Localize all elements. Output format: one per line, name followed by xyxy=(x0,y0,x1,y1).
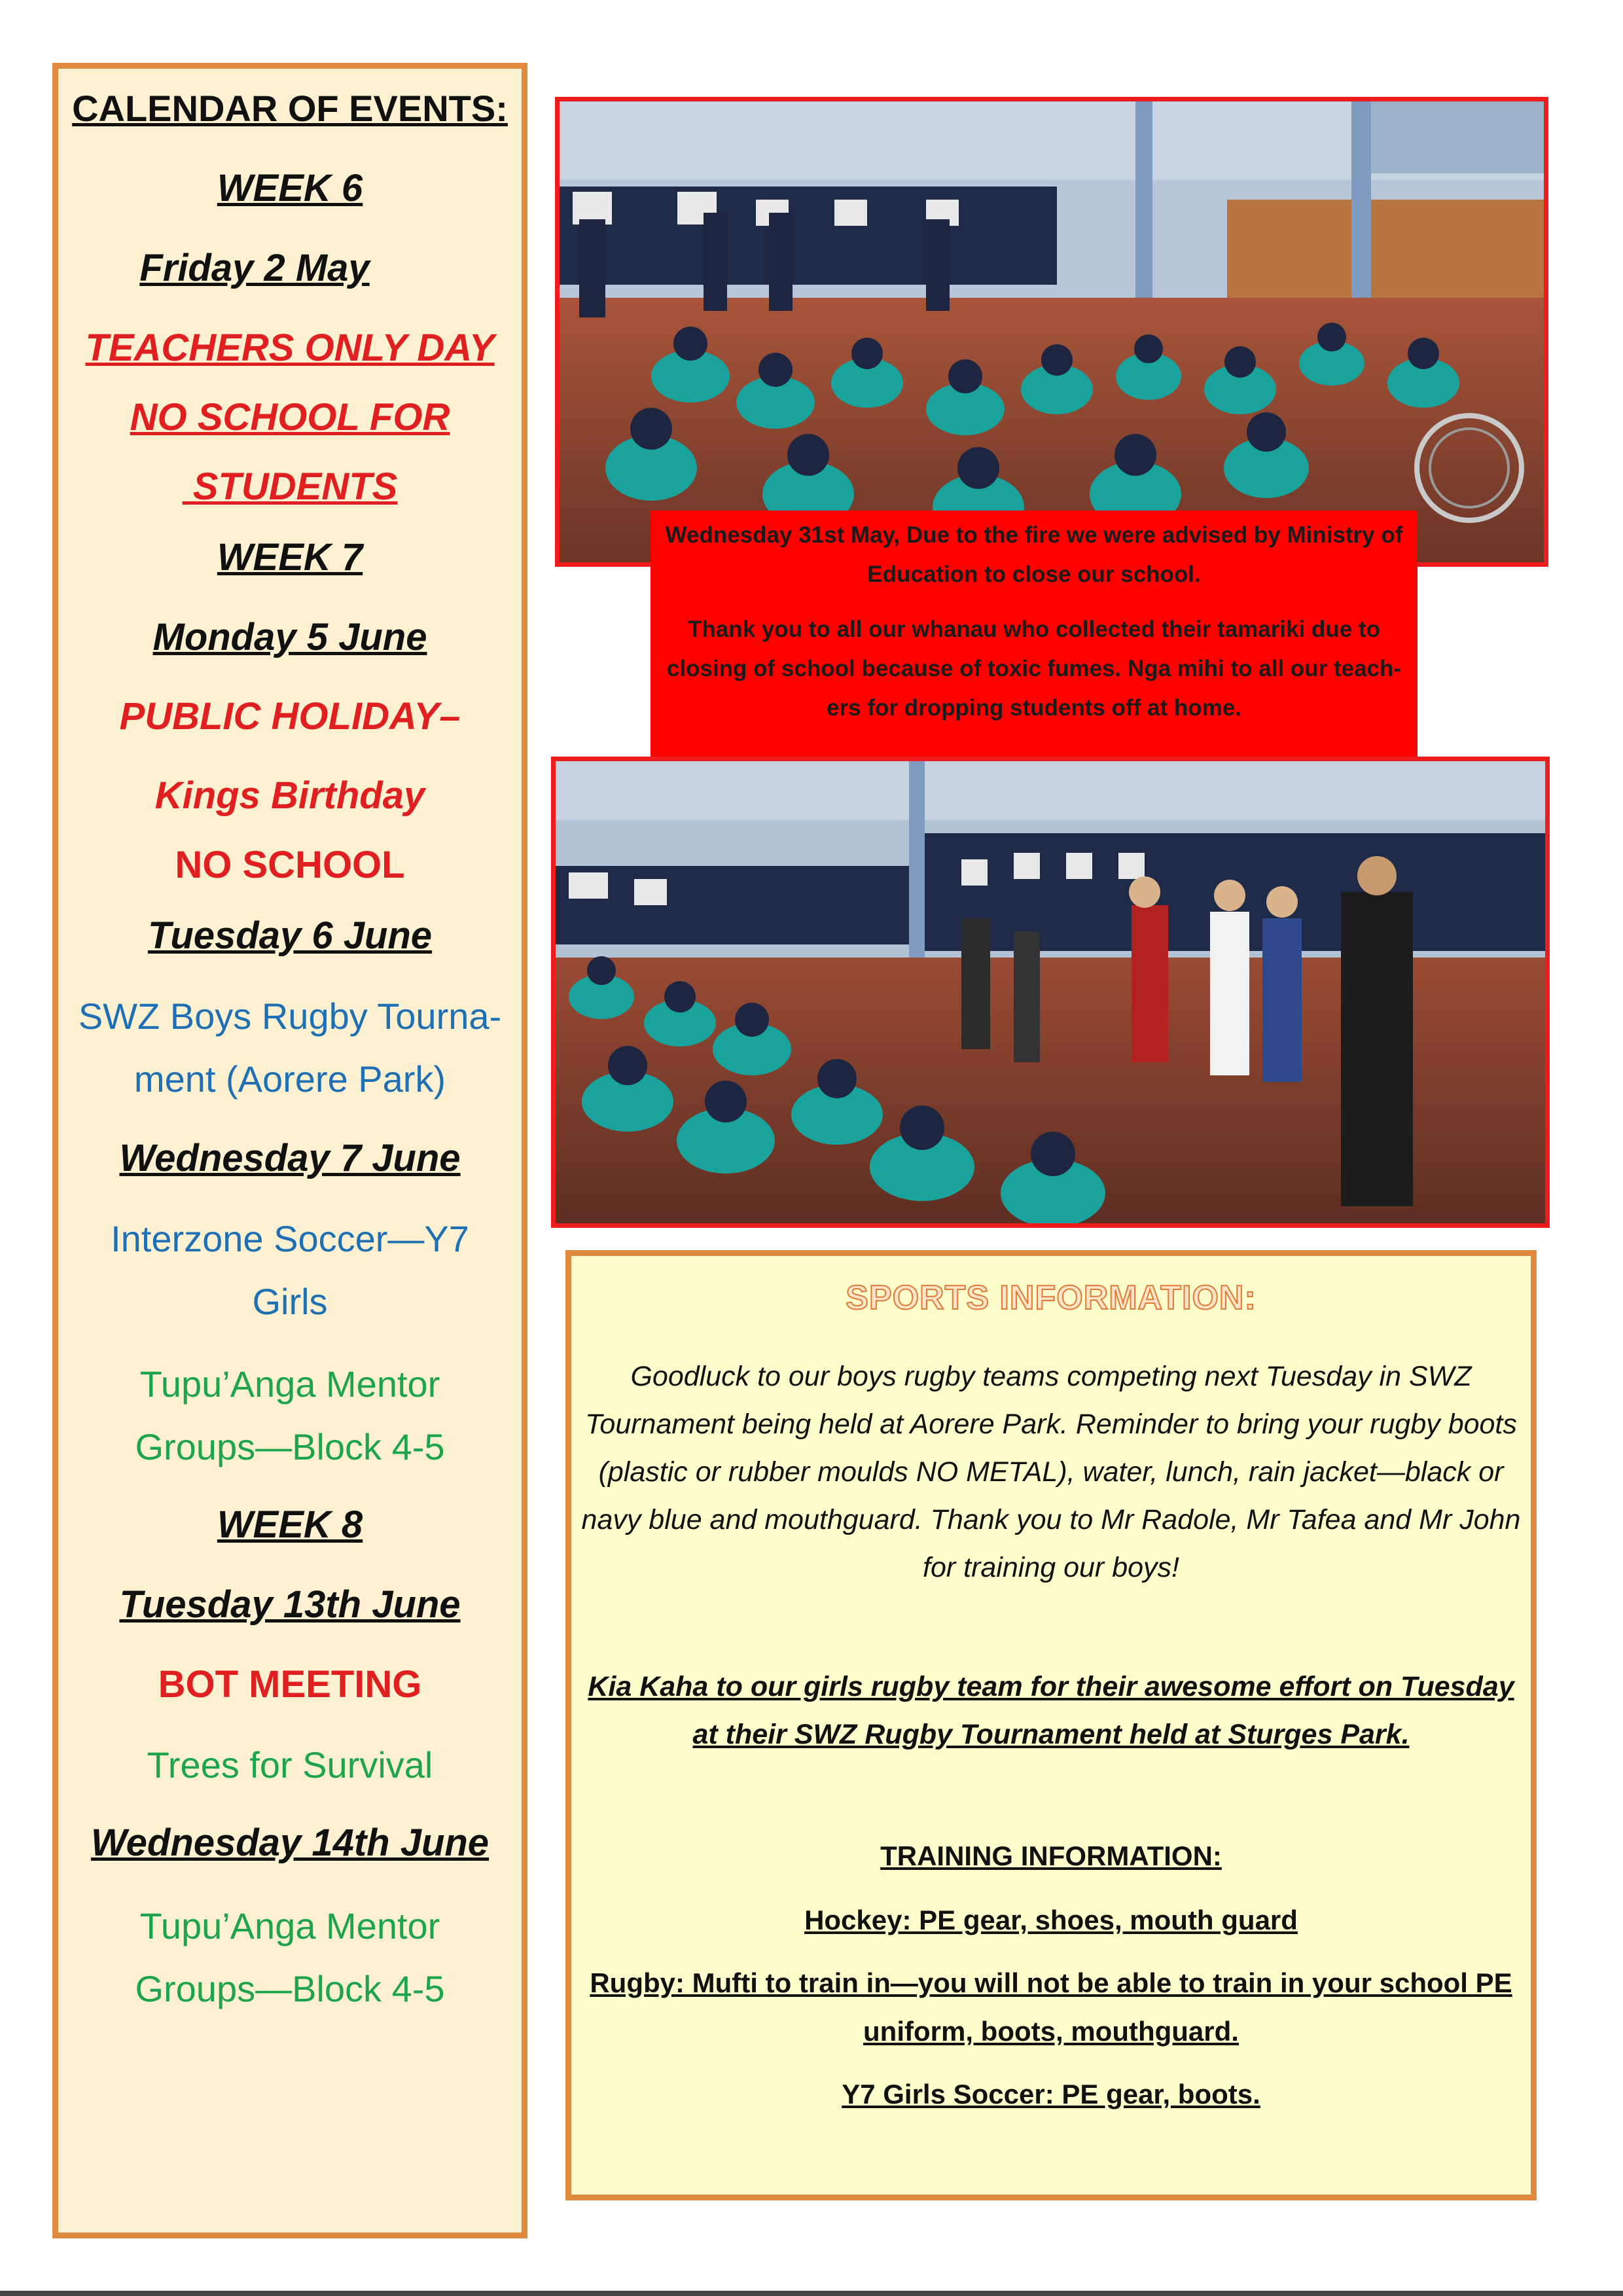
y7-girls-soccer-training-info: Y7 Girls Soccer: PE gear, boots. xyxy=(842,2079,1260,2109)
sports-information-title: SPORTS INFORMATION: xyxy=(846,1279,1257,1317)
swz-boys-rugby-line-1: SWZ Boys Rugby Tourna- xyxy=(78,996,502,1037)
public-holiday: PUBLIC HOLIDAY– xyxy=(119,695,461,738)
no-school-for: NO SCHOOL FOR xyxy=(130,396,450,439)
kings-birthday: Kings Birthday xyxy=(154,774,425,817)
interzone-soccer-line-2: Girls xyxy=(252,1281,328,1322)
date-wednesday-7-june: Wednesday 7 June xyxy=(119,1137,461,1179)
boys-rugby-goodluck-text: Goodluck to our boys rugby teams competing next Tuesday in SWZ Tournament being held at Aorere Park. Reminder to bring your rugby boots (plastic or rubber moulds NO METAL), water, lunch, rain jacket—black or navy blue and mouthguard. Thank you to Mr Radole, Mr Tafea and Mr John for training our boys! xyxy=(581,1361,1521,1583)
assembly-photo-2 xyxy=(551,757,1550,1228)
assembly-hall-illustration-1 xyxy=(560,101,1544,562)
hockey-training-info: Hockey: PE gear, shoes, mouth guard xyxy=(804,1905,1298,1935)
rugby-training-info: Rugby: Mufti to train in—you will not be able to train in your school PE uniform, boots, mouthguard. xyxy=(590,1967,1512,2047)
page-bottom-edge xyxy=(0,2291,1623,2296)
teachers-only-day: TEACHERS ONLY DAY xyxy=(85,327,495,369)
date-friday-2-may: Friday 2 May xyxy=(139,247,370,289)
notice-closure-text: Wednesday 31st May, Due to the fire we were advised by Ministry of Education to close our school. xyxy=(665,522,1403,587)
training-information-heading: TRAINING INFORMATION: xyxy=(880,1840,1222,1871)
sports-information-panel xyxy=(565,1250,1537,2200)
date-tuesday-13th-june: Tuesday 13th June xyxy=(119,1583,461,1626)
tupuanga-mentor-line-3: Tupu’Anga Mentor xyxy=(139,1905,440,1946)
calendar-of-events-panel xyxy=(52,63,527,2238)
bot-meeting: BOT MEETING xyxy=(158,1663,422,1706)
date-monday-5-june: Monday 5 June xyxy=(152,616,427,658)
trees-for-survival: Trees for Survival xyxy=(147,1744,433,1785)
swz-boys-rugby-line-2: ment (Aorere Park) xyxy=(134,1058,446,1100)
assembly-hall-illustration-2 xyxy=(556,761,1545,1223)
week-8-heading: WEEK 8 xyxy=(217,1503,363,1546)
no-school: NO SCHOOL xyxy=(175,844,405,886)
calendar-title: CALENDAR OF EVENTS: xyxy=(72,88,508,129)
students-label: STUDENTS xyxy=(182,465,398,508)
week-7-heading: WEEK 7 xyxy=(217,536,363,579)
date-wednesday-14th-june: Wednesday 14th June xyxy=(90,1821,490,1864)
interzone-soccer-line-1: Interzone Soccer—Y7 xyxy=(111,1218,469,1259)
kia-kaha-text: Kia Kaha to our girls rugby team for their awesome effort on Tuesday at their SWZ Rugby Tournament held at Sturges Park. xyxy=(588,1671,1514,1750)
tupuanga-mentor-line-4: Groups—Block 4-5 xyxy=(135,1968,445,2009)
tupuanga-mentor-line-2: Groups—Block 4-5 xyxy=(135,1426,445,1467)
notice-thank-you-text: Thank you to all our whanau who collected their tamariki due to closing of school because of toxic fumes. Nga mihi to all our teach-ers for dropping students off at home. xyxy=(666,617,1402,721)
school-closure-notice xyxy=(651,511,1418,768)
tupuanga-mentor-line-1: Tupu’Anga Mentor xyxy=(139,1363,440,1405)
date-tuesday-6-june: Tuesday 6 June xyxy=(147,914,433,957)
week-6-heading: WEEK 6 xyxy=(217,167,363,209)
assembly-photo-1 xyxy=(555,97,1548,567)
